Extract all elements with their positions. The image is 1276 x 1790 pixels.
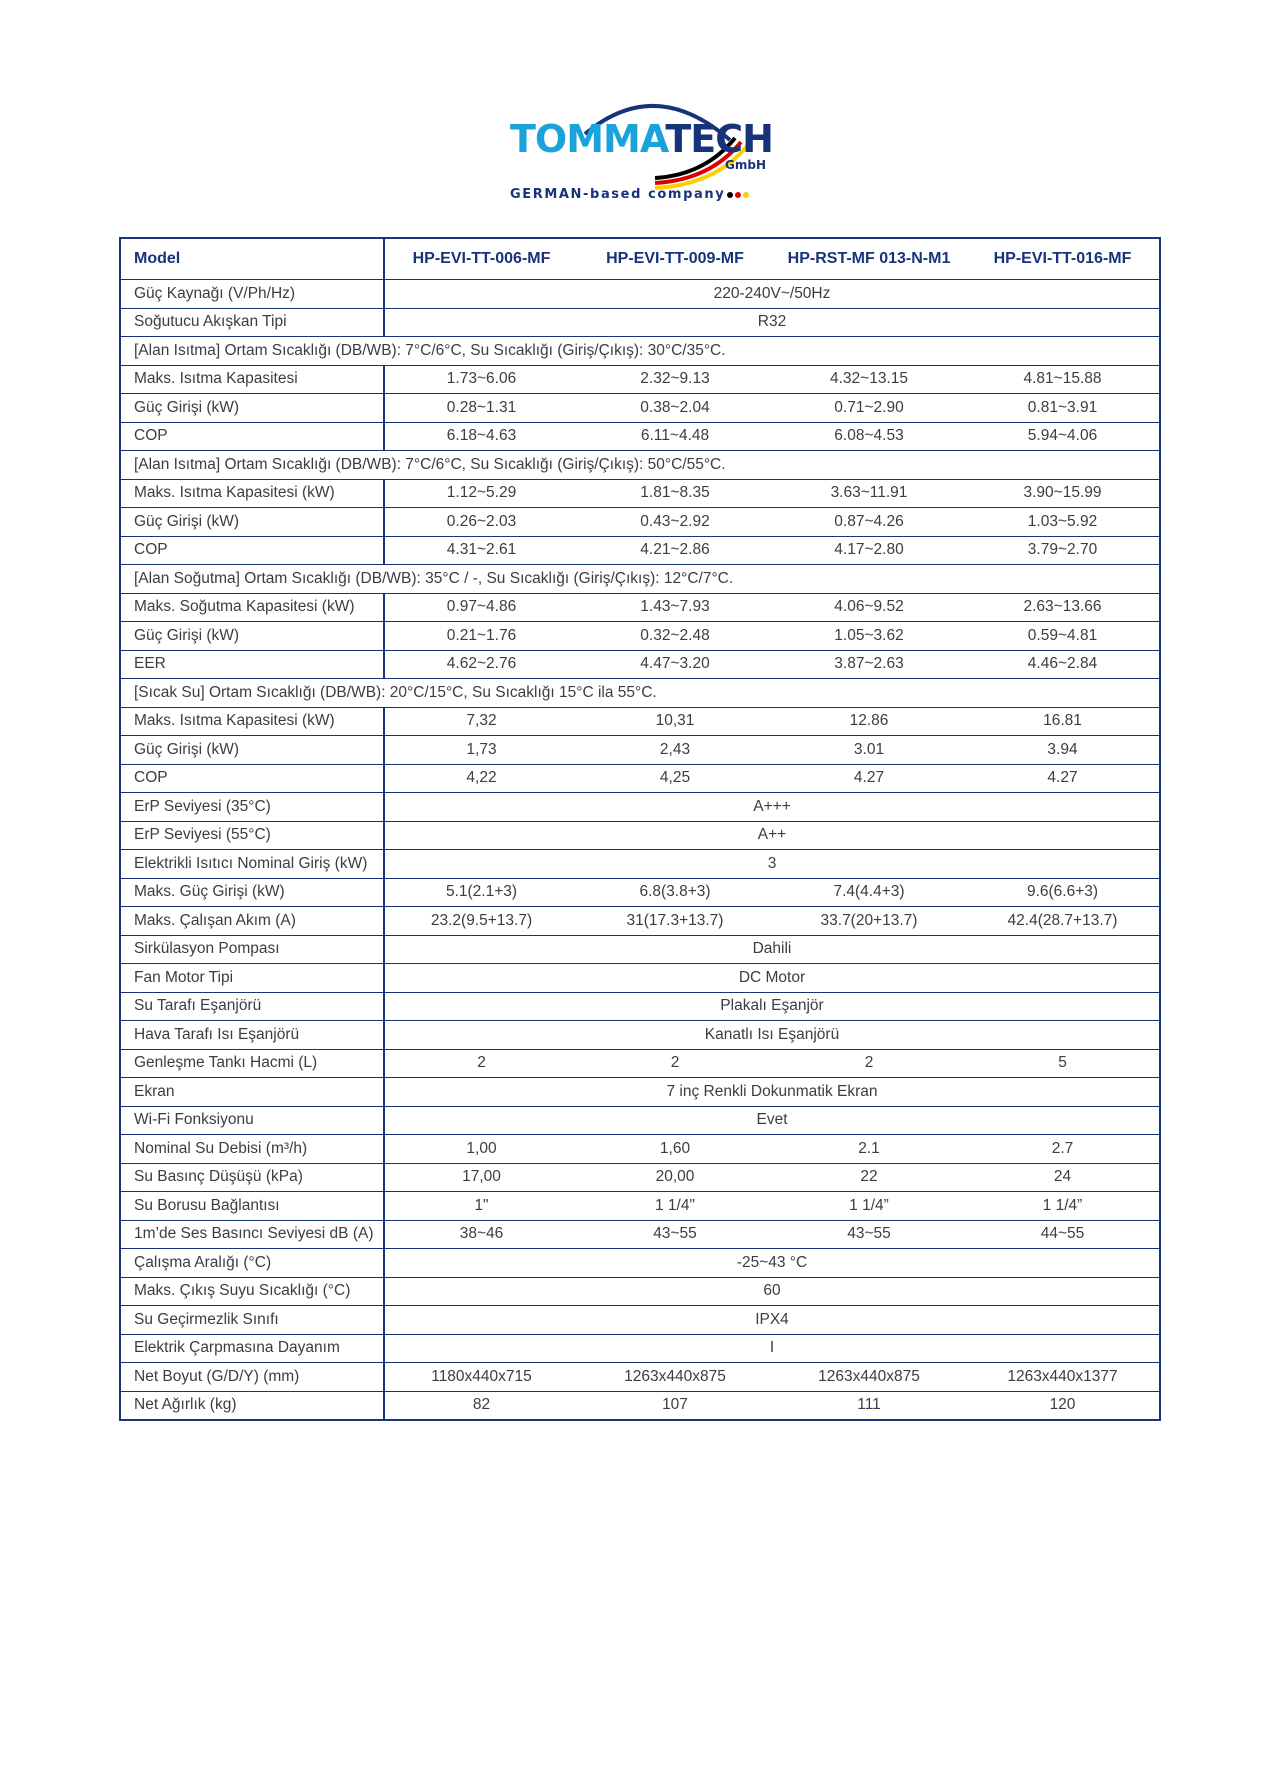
row-value-model-4: 9.6(6.6+3): [966, 878, 1160, 907]
row-label: Genleşme Tankı Hacmi (L): [120, 1049, 384, 1078]
row-value-model-1: 1,73: [384, 736, 578, 765]
row-label: Su Basınç Düşüşü (kPa): [120, 1163, 384, 1192]
row-value-model-3: 111: [772, 1391, 966, 1420]
row-value-model-3: 1.05~3.62: [772, 622, 966, 651]
table-row: [120, 536, 1160, 565]
row-value-model-2: 4,25: [578, 764, 772, 793]
table-row: [120, 992, 1160, 1021]
row-value-model-2: 2.32~9.13: [578, 365, 772, 394]
row-value-model-3: 0.87~4.26: [772, 508, 966, 537]
row-value-model-4: 4.46~2.84: [966, 650, 1160, 679]
row-label: Wi-Fi Fonksiyonu: [120, 1106, 384, 1135]
row-value-model-4: 3.90~15.99: [966, 479, 1160, 508]
row-label: Güç Girişi (kW): [120, 508, 384, 537]
table-row: [120, 935, 1160, 964]
row-label: Fan Motor Tipi: [120, 964, 384, 993]
table-row: [120, 1306, 1160, 1335]
row-value-model-3: 2: [772, 1049, 966, 1078]
header-model-label: Model: [120, 238, 384, 280]
row-value-model-1: 17,00: [384, 1163, 578, 1192]
row-label: Elektrikli Isıtıcı Nominal Giriş (kW): [120, 850, 384, 879]
row-value-model-1: 1.73~6.06: [384, 365, 578, 394]
row-label: Elektrik Çarpmasına Dayanım: [120, 1334, 384, 1363]
section-header-row: [120, 565, 1160, 594]
table-row: [120, 593, 1160, 622]
row-label: 1m’de Ses Basıncı Seviyesi dB (A): [120, 1220, 384, 1249]
row-value-model-4: 42.4(28.7+13.7): [966, 907, 1160, 936]
row-value-model-1: 5.1(2.1+3): [384, 878, 578, 907]
row-value-model-2: 107: [578, 1391, 772, 1420]
table-row: [120, 964, 1160, 993]
row-label: EER: [120, 650, 384, 679]
table-row: [120, 878, 1160, 907]
header-model-3: HP-RST-MF 013-N-M1: [772, 238, 966, 280]
table-header-row: [120, 238, 1160, 280]
row-value-model-3: 4.06~9.52: [772, 593, 966, 622]
table-row: [120, 479, 1160, 508]
header-model-1: HP-EVI-TT-006-MF: [384, 238, 578, 280]
section-header-text: [Alan Isıtma] Ortam Sıcaklığı (DB/WB): 7°C/6°C, Su Sıcaklığı (Giriş/Çıkış): 30°C/35°C.: [120, 337, 1160, 366]
row-value-model-3: 0.71~2.90: [772, 394, 966, 423]
table-row: [120, 1106, 1160, 1135]
table-row: [120, 280, 1160, 309]
section-header-text: [Alan Soğutma] Ortam Sıcaklığı (DB/WB): 35°C / -, Su Sıcaklığı (Giriş/Çıkış): 12°C/7°C.: [120, 565, 1160, 594]
table-row: [120, 1334, 1160, 1363]
row-value-model-4: 24: [966, 1163, 1160, 1192]
table-row: [120, 622, 1160, 651]
table-row: [120, 1135, 1160, 1164]
table-row: [120, 650, 1160, 679]
row-value-model-1: 1.12~5.29: [384, 479, 578, 508]
table-row: [120, 1220, 1160, 1249]
row-value-model-4: 44~55: [966, 1220, 1160, 1249]
row-label: Nominal Su Debisi (m³/h): [120, 1135, 384, 1164]
row-value-model-2: 4.47~3.20: [578, 650, 772, 679]
row-value-model-1: 4.31~2.61: [384, 536, 578, 565]
row-value-model-1: 0.26~2.03: [384, 508, 578, 537]
table-row: [120, 907, 1160, 936]
row-label: Maks. Çalışan Akım (A): [120, 907, 384, 936]
row-value-model-1: 0.21~1.76: [384, 622, 578, 651]
row-value-model-2: 20,00: [578, 1163, 772, 1192]
row-value-model-1: 0.28~1.31: [384, 394, 578, 423]
row-label: Çalışma Aralığı (°C): [120, 1249, 384, 1278]
row-shared-value: -25~43 °C: [384, 1249, 1160, 1278]
section-header-row: [120, 337, 1160, 366]
row-value-model-3: 3.87~2.63: [772, 650, 966, 679]
row-shared-value: A+++: [384, 793, 1160, 822]
row-value-model-1: 23.2(9.5+13.7): [384, 907, 578, 936]
row-shared-value: Dahili: [384, 935, 1160, 964]
row-value-model-3: 33.7(20+13.7): [772, 907, 966, 936]
row-label: Maks. Isıtma Kapasitesi: [120, 365, 384, 394]
row-label: COP: [120, 764, 384, 793]
row-label: ErP Seviyesi (55°C): [120, 821, 384, 850]
row-value-model-2: 1,60: [578, 1135, 772, 1164]
table-row: [120, 1049, 1160, 1078]
row-value-model-2: 10,31: [578, 707, 772, 736]
row-value-model-3: 1 1/4”: [772, 1192, 966, 1221]
row-shared-value: A++: [384, 821, 1160, 850]
row-value-model-4: 5: [966, 1049, 1160, 1078]
table-row: [120, 1363, 1160, 1392]
row-label: Maks. Çıkış Suyu Sıcaklığı (°C): [120, 1277, 384, 1306]
row-value-model-4: 2.7: [966, 1135, 1160, 1164]
table-row: [120, 422, 1160, 451]
table-row: [120, 764, 1160, 793]
table-row: [120, 736, 1160, 765]
row-shared-value: 7 inç Renkli Dokunmatik Ekran: [384, 1078, 1160, 1107]
row-value-model-4: 0.59~4.81: [966, 622, 1160, 651]
row-label: Maks. Güç Girişi (kW): [120, 878, 384, 907]
row-value-model-4: 120: [966, 1391, 1160, 1420]
table-row: [120, 365, 1160, 394]
section-header-text: [Alan Isıtma] Ortam Sıcaklığı (DB/WB): 7°C/6°C, Su Sıcaklığı (Giriş/Çıkış): 50°C/55°C.: [120, 451, 1160, 480]
row-value-model-2: 2,43: [578, 736, 772, 765]
table-row: [120, 707, 1160, 736]
table-row: [120, 1078, 1160, 1107]
row-value-model-2: 1.81~8.35: [578, 479, 772, 508]
row-shared-value: 60: [384, 1277, 1160, 1306]
row-value-model-4: 4.81~15.88: [966, 365, 1160, 394]
row-label: Net Boyut (G/D/Y) (mm): [120, 1363, 384, 1392]
row-value-model-4: 1 1/4”: [966, 1192, 1160, 1221]
row-value-model-2: 1.43~7.93: [578, 593, 772, 622]
row-label: Güç Kaynağı (V/Ph/Hz): [120, 280, 384, 309]
row-value-model-3: 3.01: [772, 736, 966, 765]
row-value-model-3: 4.32~13.15: [772, 365, 966, 394]
row-value-model-1: 2: [384, 1049, 578, 1078]
section-header-row: [120, 451, 1160, 480]
row-label: Soğutucu Akışkan Tipi: [120, 308, 384, 337]
row-value-model-1: 6.18~4.63: [384, 422, 578, 451]
table-row: [120, 508, 1160, 537]
row-shared-value: Evet: [384, 1106, 1160, 1135]
row-value-model-3: 22: [772, 1163, 966, 1192]
row-value-model-3: 6.08~4.53: [772, 422, 966, 451]
row-value-model-1: 82: [384, 1391, 578, 1420]
table-row: [120, 821, 1160, 850]
row-label: Hava Tarafı Isı Eşanjörü: [120, 1021, 384, 1050]
row-value-model-4: 16.81: [966, 707, 1160, 736]
row-label: COP: [120, 536, 384, 565]
row-value-model-2: 2: [578, 1049, 772, 1078]
row-shared-value: DC Motor: [384, 964, 1160, 993]
row-label: Su Geçirmezlik Sınıfı: [120, 1306, 384, 1335]
row-value-model-2: 4.21~2.86: [578, 536, 772, 565]
row-value-model-2: 43~55: [578, 1220, 772, 1249]
row-value-model-2: 0.38~2.04: [578, 394, 772, 423]
row-label: Su Borusu Bağlantısı: [120, 1192, 384, 1221]
row-value-model-1: 0.97~4.86: [384, 593, 578, 622]
row-value-model-1: 1180x440x715: [384, 1363, 578, 1392]
row-value-model-3: 7.4(4.4+3): [772, 878, 966, 907]
header-model-2: HP-EVI-TT-009-MF: [578, 238, 772, 280]
row-value-model-4: 1.03~5.92: [966, 508, 1160, 537]
logo-gmbh: GmbH: [725, 158, 766, 172]
row-value-model-2: 0.32~2.48: [578, 622, 772, 651]
row-value-model-3: 43~55: [772, 1220, 966, 1249]
table-row: [120, 1391, 1160, 1420]
row-shared-value: Kanatlı Isı Eşanjörü: [384, 1021, 1160, 1050]
table-row: [120, 793, 1160, 822]
row-value-model-1: 4.62~2.76: [384, 650, 578, 679]
row-value-model-1: 38~46: [384, 1220, 578, 1249]
row-value-model-4: 4.27: [966, 764, 1160, 793]
row-shared-value: Plakalı Eşanjör: [384, 992, 1160, 1021]
section-header-row: [120, 679, 1160, 708]
row-label: Maks. Isıtma Kapasitesi (kW): [120, 479, 384, 508]
row-value-model-3: 2.1: [772, 1135, 966, 1164]
header-model-4: HP-EVI-TT-016-MF: [966, 238, 1160, 280]
row-label: ErP Seviyesi (35°C): [120, 793, 384, 822]
row-shared-value: 3: [384, 850, 1160, 879]
row-value-model-3: 4.17~2.80: [772, 536, 966, 565]
row-value-model-1: 1,00: [384, 1135, 578, 1164]
row-value-model-1: 4,22: [384, 764, 578, 793]
row-shared-value: 220-240V~/50Hz: [384, 280, 1160, 309]
row-value-model-4: 0.81~3.91: [966, 394, 1160, 423]
row-shared-value: I: [384, 1334, 1160, 1363]
row-value-model-2: 1 1/4": [578, 1192, 772, 1221]
table-row: [120, 1163, 1160, 1192]
row-shared-value: R32: [384, 308, 1160, 337]
row-label: Sirkülasyon Pompası: [120, 935, 384, 964]
row-label: COP: [120, 422, 384, 451]
row-value-model-1: 1": [384, 1192, 578, 1221]
row-value-model-1: 7,32: [384, 707, 578, 736]
table-row: [120, 1277, 1160, 1306]
logo-wordmark: TOMMATECH: [510, 117, 773, 161]
table-row: [120, 1192, 1160, 1221]
row-label: Güç Girişi (kW): [120, 394, 384, 423]
row-value-model-4: 1263x440x1377: [966, 1363, 1160, 1392]
row-value-model-4: 2.63~13.66: [966, 593, 1160, 622]
row-label: Su Tarafı Eşanjörü: [120, 992, 384, 1021]
row-value-model-3: 1263x440x875: [772, 1363, 966, 1392]
row-label: Güç Girişi (kW): [120, 622, 384, 651]
row-value-model-2: 6.8(3.8+3): [578, 878, 772, 907]
row-value-model-4: 3.94: [966, 736, 1160, 765]
row-value-model-4: 3.79~2.70: [966, 536, 1160, 565]
logo-tagline: GERMAN-based company: [510, 187, 749, 202]
table-row: [120, 308, 1160, 337]
row-value-model-2: 31(17.3+13.7): [578, 907, 772, 936]
row-value-model-3: 3.63~11.91: [772, 479, 966, 508]
row-value-model-4: 5.94~4.06: [966, 422, 1160, 451]
row-value-model-2: 1263x440x875: [578, 1363, 772, 1392]
row-label: Güç Girişi (kW): [120, 736, 384, 765]
table-row: [120, 1249, 1160, 1278]
row-shared-value: IPX4: [384, 1306, 1160, 1335]
table-row: [120, 394, 1160, 423]
row-value-model-3: 4.27: [772, 764, 966, 793]
table-row: [120, 1021, 1160, 1050]
row-value-model-3: 12.86: [772, 707, 966, 736]
row-label: Maks. Isıtma Kapasitesi (kW): [120, 707, 384, 736]
row-label: Maks. Soğutma Kapasitesi (kW): [120, 593, 384, 622]
spec-table: [119, 237, 1161, 1421]
row-value-model-2: 6.11~4.48: [578, 422, 772, 451]
company-logo: [505, 90, 785, 205]
row-value-model-2: 0.43~2.92: [578, 508, 772, 537]
section-header-text: [Sıcak Su] Ortam Sıcaklığı (DB/WB): 20°C/15°C, Su Sıcaklığı 15°C ila 55°C.: [120, 679, 1160, 708]
table-row: [120, 850, 1160, 879]
row-label: Ekran: [120, 1078, 384, 1107]
row-label: Net Ağırlık (kg): [120, 1391, 384, 1420]
